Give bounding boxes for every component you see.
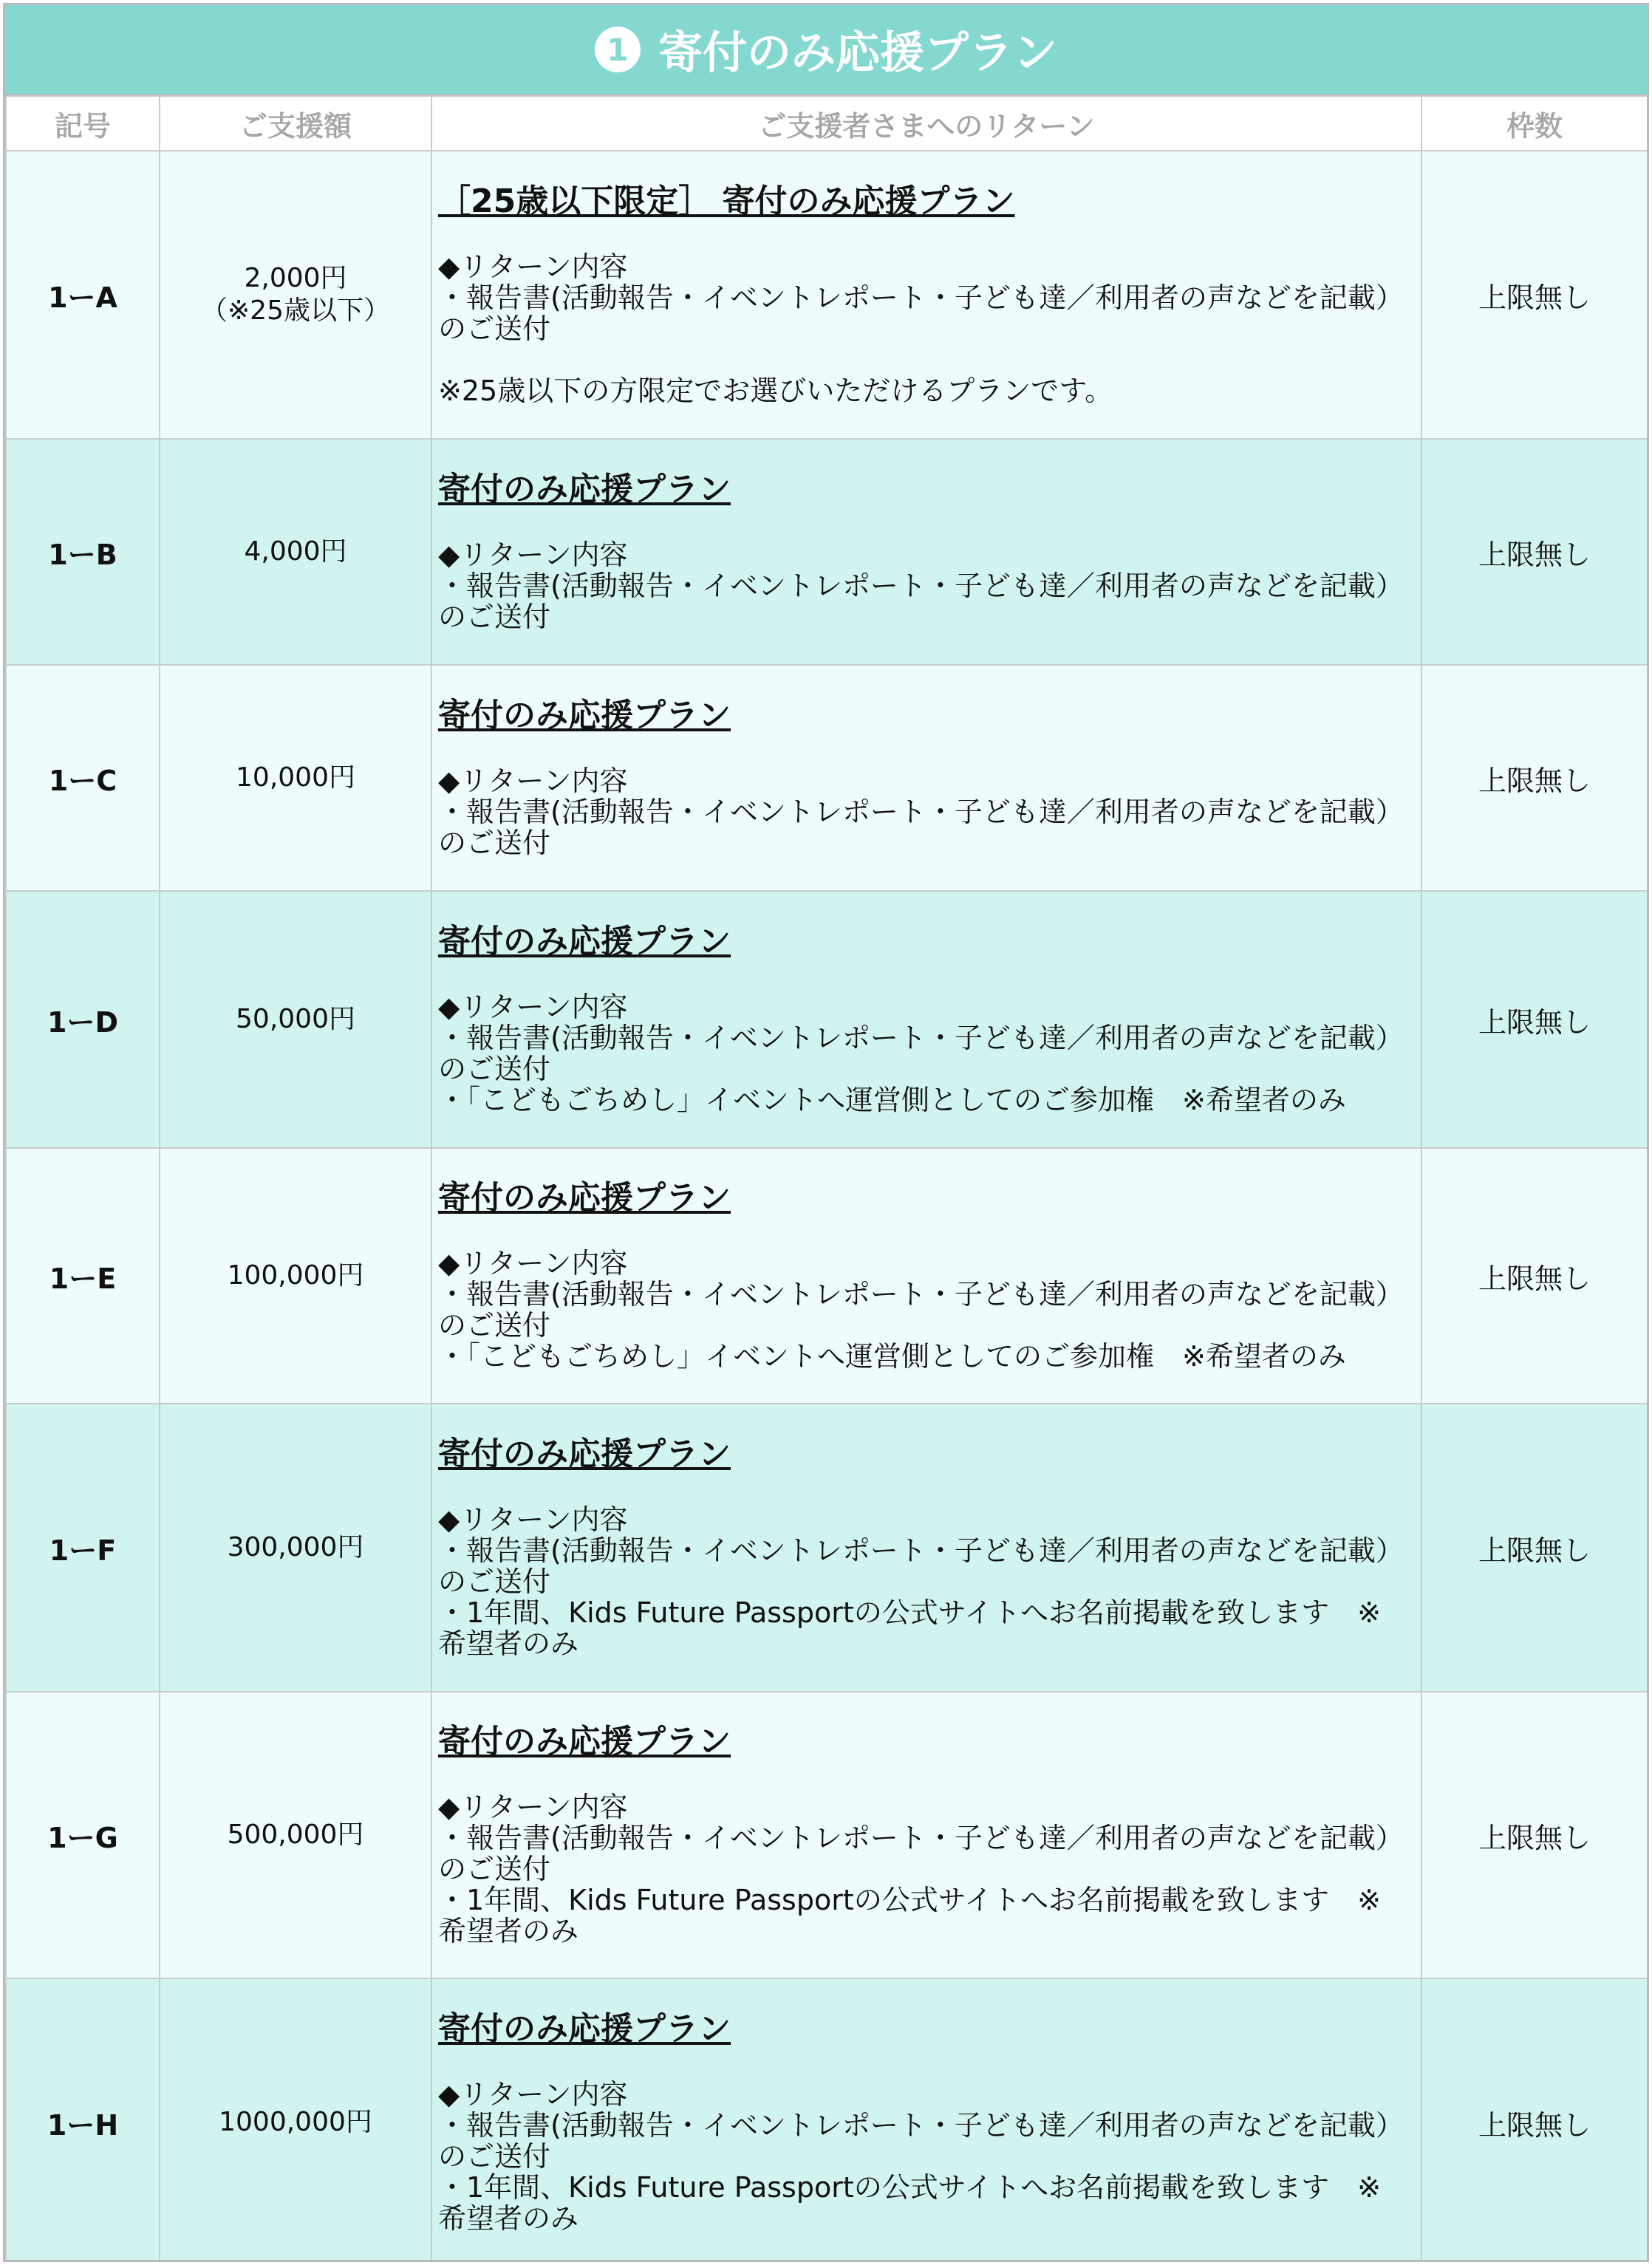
plan-title: 寄付のみ応援プラン [438, 1435, 731, 1473]
plan-banner-title: 寄付のみ応援プラン [658, 27, 1057, 79]
return-line: ◆リターン内容 [438, 2078, 628, 2111]
return-line: ・報告書(活動報告・イベントレポート・子ども達／利用者の声などを記載）のご送付 [438, 1822, 1404, 1885]
plan-title: 寄付のみ応援プラン [438, 1179, 731, 1217]
plan-code: 1ーA [6, 151, 160, 439]
return-line: ◆リターン内容 [438, 1791, 628, 1823]
plan-return [431, 439, 1421, 665]
plan-code: 1ーG [6, 1692, 160, 1978]
plan-amount: 100,000円 [160, 1148, 431, 1404]
plan-amount [160, 151, 431, 439]
plan-banner [5, 5, 1647, 95]
plan-code: 1ーE [6, 1148, 160, 1404]
plan-return [431, 891, 1421, 1148]
plan-title: ［25歳以下限定］ 寄付のみ応援プラン [438, 182, 1015, 220]
return-line: ・報告書(活動報告・イベントレポート・子ども達／利用者の声などを記載）のご送付 [438, 1278, 1404, 1342]
return-line: ・報告書(活動報告・イベントレポート・子ども達／利用者の声などを記載）のご送付 [438, 1022, 1404, 1085]
header-limit: 枠数 [1421, 96, 1648, 151]
plan-limit: 上限無し [1421, 439, 1648, 665]
return-line: ・1年間、Kids Future Passportの公式サイトへお名前掲載を致します ※希望者のみ [438, 2171, 1381, 2235]
header-code: 記号 [6, 96, 160, 151]
plan-limit: 上限無し [1421, 1692, 1648, 1978]
plan-return [431, 151, 1421, 439]
return-plan-table [5, 95, 1648, 2262]
plan-limit: 上限無し [1421, 151, 1648, 439]
return-line: ◆リターン内容 [438, 1503, 628, 1536]
plan-title: 寄付のみ応援プラン [438, 471, 731, 508]
plan-return [431, 1404, 1421, 1692]
table-row [6, 1978, 1648, 2262]
plan-amount: 500,000円 [160, 1692, 431, 1978]
table-row [6, 1148, 1648, 1404]
plan-amount: 50,000円 [160, 891, 431, 1148]
plan-limit: 上限無し [1421, 1148, 1648, 1404]
return-line: ・「こどもごちめし」イベントへ運営側としてのご参加権 ※希望者のみ [438, 1340, 1346, 1373]
plan-note: ※25歳以下の方限定でお選びいただけるプランです。 [438, 375, 1113, 407]
return-plan-table-frame [3, 3, 1649, 2262]
return-line: ◆リターン内容 [438, 250, 628, 283]
return-line: ・報告書(活動報告・イベントレポート・子ども達／利用者の声などを記載）のご送付 [438, 2109, 1404, 2173]
table-row [6, 891, 1648, 1148]
plan-amount-note: （※25歳以下） [201, 295, 390, 326]
header-amount: ご支援額 [160, 96, 431, 151]
plan-title: 寄付のみ応援プラン [438, 1723, 731, 1760]
table-row [6, 1404, 1648, 1692]
return-line: ◆リターン内容 [438, 765, 628, 797]
plan-title: 寄付のみ応援プラン [438, 697, 731, 734]
plan-code: 1ーC [6, 665, 160, 891]
plan-number-badge: 1 [595, 27, 641, 72]
table-row [6, 151, 1648, 439]
plan-limit: 上限無し [1421, 1404, 1648, 1692]
return-line: ◆リターン内容 [438, 1247, 628, 1280]
plan-code: 1ーD [6, 891, 160, 1148]
plan-limit: 上限無し [1421, 1978, 1648, 2262]
table-row [6, 439, 1648, 665]
plan-return [431, 1978, 1421, 2262]
plan-code: 1ーH [6, 1978, 160, 2262]
return-line: ・1年間、Kids Future Passportの公式サイトへお名前掲載を致します ※希望者のみ [438, 1884, 1381, 1947]
return-line: ・1年間、Kids Future Passportの公式サイトへお名前掲載を致します ※希望者のみ [438, 1596, 1381, 1660]
plan-amount: 4,000円 [160, 439, 431, 665]
table-row [6, 665, 1648, 891]
plan-return [431, 665, 1421, 891]
plan-amount: 1000,000円 [160, 1978, 431, 2262]
header-return: ご支援者さまへのリターン [431, 96, 1421, 151]
plan-code: 1ーF [6, 1404, 160, 1692]
plan-limit: 上限無し [1421, 665, 1648, 891]
plan-limit: 上限無し [1421, 891, 1648, 1148]
plan-return [431, 1692, 1421, 1978]
plan-amount: 10,000円 [160, 665, 431, 891]
plan-title: 寄付のみ応援プラン [438, 923, 731, 960]
return-line: ◆リターン内容 [438, 539, 628, 571]
return-line: ・報告書(活動報告・イベントレポート・子ども達／利用者の声などを記載）のご送付 [438, 796, 1404, 859]
return-line: ・報告書(活動報告・イベントレポート・子ども達／利用者の声などを記載）のご送付 [438, 1534, 1404, 1598]
table-row [6, 1692, 1648, 1978]
plan-amount: 300,000円 [160, 1404, 431, 1692]
return-line: ・「こどもごちめし」イベントへ運営側としてのご参加権 ※希望者のみ [438, 1084, 1346, 1116]
return-line: ◆リターン内容 [438, 991, 628, 1023]
plan-title: 寄付のみ応援プラン [438, 2010, 731, 2048]
plan-return [431, 1148, 1421, 1404]
plan-code: 1ーB [6, 439, 160, 665]
table-header-row [6, 96, 1648, 151]
return-line: ・報告書(活動報告・イベントレポート・子ども達／利用者の声などを記載）のご送付 [438, 281, 1404, 345]
plan-amount-value: 2,000円 [244, 263, 347, 293]
return-line: ・報告書(活動報告・イベントレポート・子ども達／利用者の声などを記載）のご送付 [438, 570, 1404, 633]
